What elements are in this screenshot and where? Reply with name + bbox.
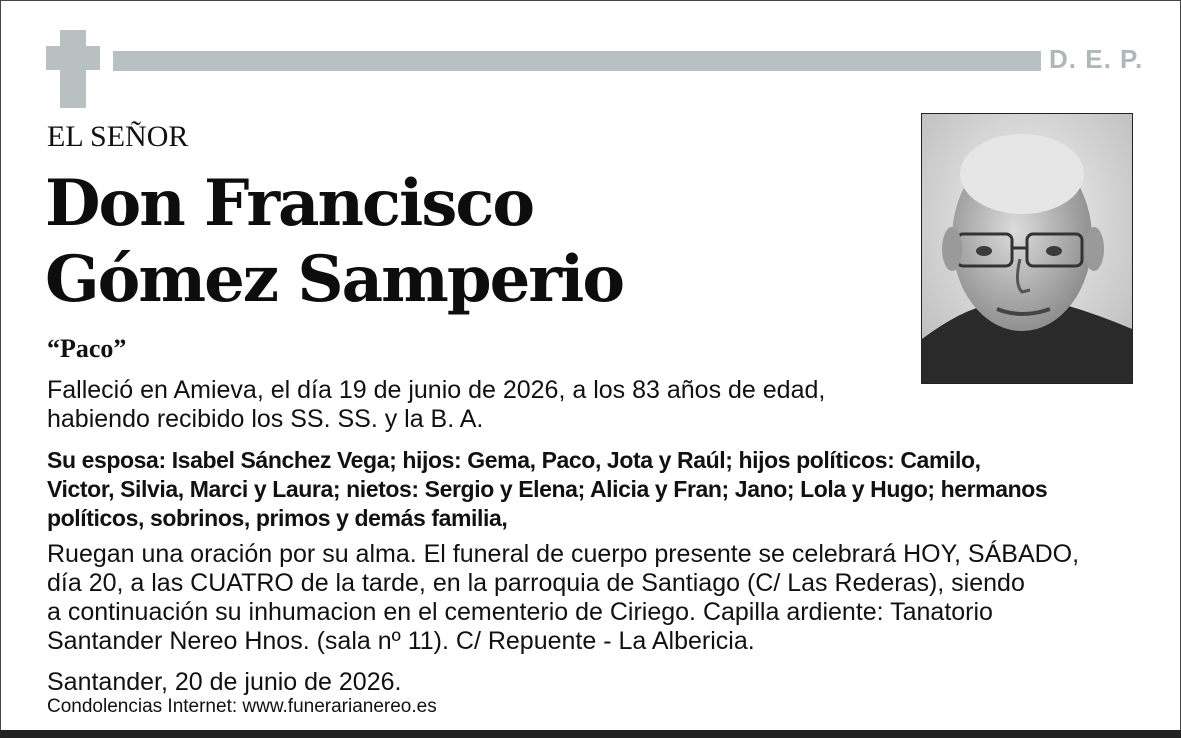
portrait-photo bbox=[921, 113, 1133, 384]
name-line-2: Gómez Samperio bbox=[45, 242, 623, 317]
nickname: “Paco” bbox=[47, 334, 127, 363]
family-line: Victor, Silvia, Marci y Laura; nietos: Sergio y Elena; Alicia y Fran; Jano; Lola y Hugo; hermanos bbox=[47, 476, 1048, 502]
name-line-1: Don Francisco bbox=[45, 166, 533, 241]
family-line: políticos, sobrinos, primos y demás familia, bbox=[47, 505, 508, 531]
place-date: Santander, 20 de junio de 2026. bbox=[47, 668, 402, 696]
family-line: Su esposa: Isabel Sánchez Vega; hijos: Gema, Paco, Jota y Raúl; hijos políticos: Camilo, bbox=[47, 447, 981, 473]
funeral-line: día 20, a las CUATRO de la tarde, en la parroquia de Santiago (C/ Las Rederas), siendo bbox=[47, 569, 1025, 597]
honorific: EL SEÑOR bbox=[47, 120, 189, 153]
funeral-details bbox=[47, 540, 1079, 656]
death-notice-line: Falleció en Amieva, el día 19 de junio de 2026, a los 83 años de edad, bbox=[47, 376, 826, 404]
deceased-name bbox=[45, 166, 623, 318]
family-list bbox=[47, 446, 1047, 533]
dep-label: D. E. P. bbox=[1049, 44, 1144, 74]
funeral-line: a continuación su inhumacion en el cementerio de Ciriego. Capilla ardiente: Tanatorio bbox=[47, 598, 993, 626]
death-notice-line: habiendo recibido los SS. SS. y la B. A. bbox=[47, 405, 484, 433]
death-notice bbox=[47, 376, 825, 434]
condolences-link: Condolencias Internet: www.funerarianereo.es bbox=[47, 696, 437, 717]
bottom-border bbox=[0, 730, 1181, 738]
funeral-line: Ruegan una oración por su alma. El funeral de cuerpo presente se celebrará HOY, SÁBADO, bbox=[47, 540, 1080, 568]
cross-icon-bar bbox=[46, 46, 100, 70]
funeral-line: Santander Nereo Hnos. (sala nº 11). C/ Repuente - La Albericia. bbox=[47, 627, 755, 655]
header-rule bbox=[113, 51, 1041, 71]
